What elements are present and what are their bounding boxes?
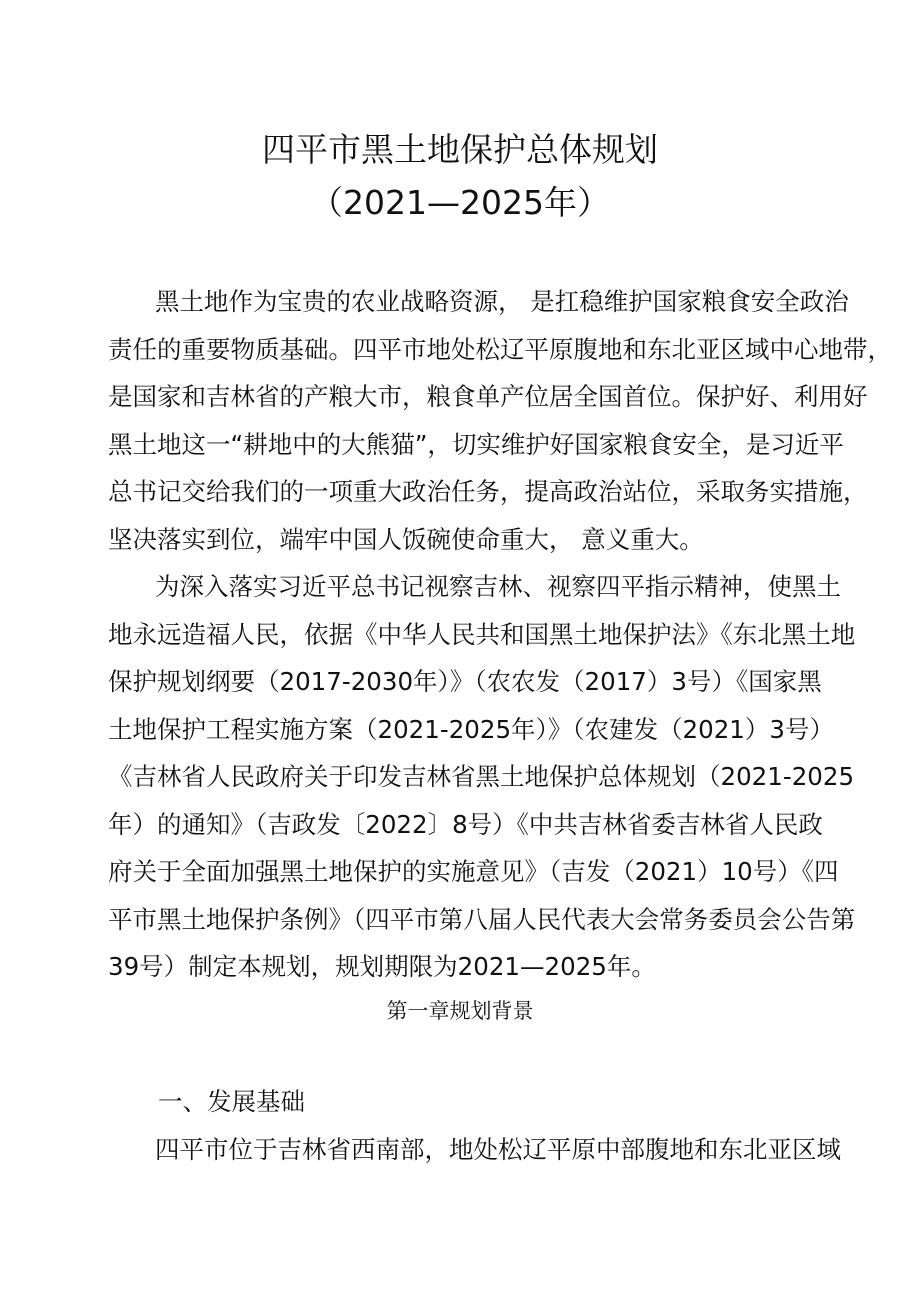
paragraph-line: 《吉林省人民政府关于印发吉林省黑土地保护总体规划（2021-2025	[108, 762, 855, 791]
paragraph-line: 是国家和吉林省的产粮大市，粮食单产位居全国首位。保护好、利用好	[108, 382, 868, 411]
document-title-period: （2021—2025年）	[310, 183, 610, 222]
document-title: 四平市黑土地保护总体规划	[262, 130, 658, 169]
paragraph-line: 39号）制定本规划，规划期限为2021—2025年。	[108, 952, 656, 981]
paragraph-line: 四平市位于吉林省西南部，地处松辽平原中部腹地和东北亚区域	[155, 1135, 841, 1164]
paragraph-line: 责任的重要物质基础。四平市地处松辽平原腹地和东北亚区域中心地带，	[108, 335, 892, 364]
chapter-heading: 第一章规划背景	[386, 999, 534, 1023]
paragraph-line: 年）的通知》（吉政发〔2022〕8号）《中共吉林省委吉林省人民政	[108, 810, 823, 839]
paragraph-line: 黑土地这一“耕地中的大熊猫”，切实维护好国家粮食安全，是习近平	[108, 430, 844, 459]
paragraph-line: 保护规划纲要（2017-2030年）》（农农发（2017）3号）《国家黑	[108, 667, 822, 696]
paragraph-line: 土地保护工程实施方案（2021-2025年）》（农建发（2021）3号）	[108, 715, 834, 744]
paragraph-line: 平市黑土地保护条例》（四平市第八届人民代表大会常务委员会公告第	[108, 905, 856, 934]
section-heading: 一、发展基础	[158, 1087, 305, 1116]
paragraph-line: 为深入落实习近平总书记视察吉林、视察四平指示精神，使黑土	[155, 572, 841, 601]
paragraph-line: 黑土地作为宝贵的农业战略资源， 是扛稳维护国家粮食安全政治	[155, 287, 849, 316]
paragraph-line: 地永远造福人民，依据《中华人民共和国黑土地保护法》《东北黑土地	[108, 620, 856, 649]
paragraph-line: 府关于全面加强黑土地保护的实施意见》（吉发（2021）10号）《四	[108, 857, 839, 886]
paragraph-line: 坚决落实到位，端牢中国人饭碗使命重大， 意义重大。	[108, 525, 704, 554]
paragraph-line: 总书记交给我们的一项重大政治任务，提高政治站位，采取务实措施，	[108, 477, 868, 506]
